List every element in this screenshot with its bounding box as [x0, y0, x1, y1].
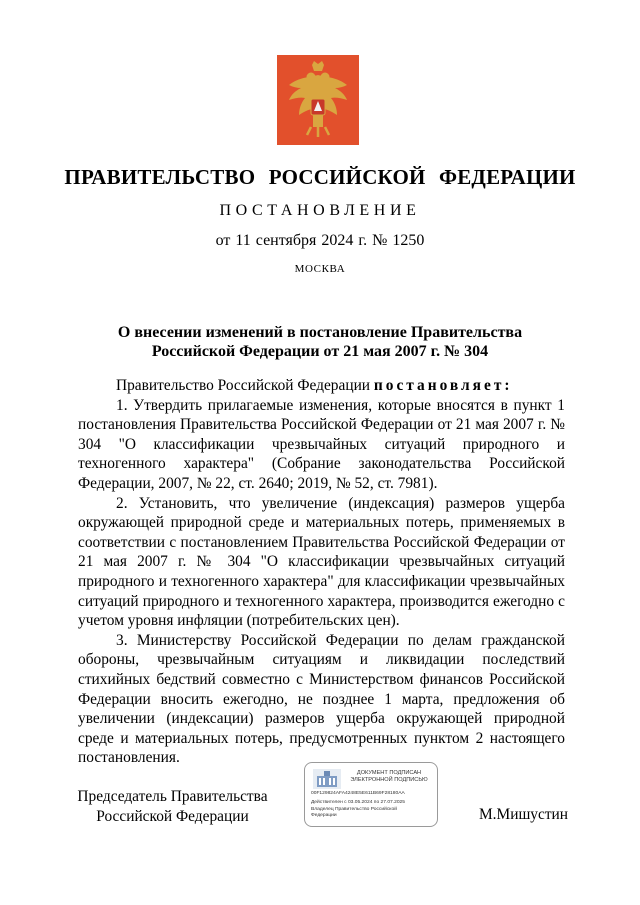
stamp-heading-line-2: ЭЛЕКТРОННОЙ ПОДПИСЬЮ — [350, 777, 428, 783]
government-building-icon — [313, 769, 341, 789]
paragraph-3: 3. Министерству Российской Федерации по делам гражданской обороны, чрезвычайным ситуациям и ликвидации последствий стихийных бедствий совместно с Министерством финансов Российской Федерации вносить ежегодно, не позднее 1 марта, предложения об увеличении (индексации) размеров ущерба окружающей природной среде и материальных потерь, предусмотренных пунктом 2 настоящего постановления. — [78, 631, 565, 767]
decree-word: постановляет: — [373, 377, 513, 394]
stamp-certificate: 00F129824AFA4248E5E611B69F28180AA — [311, 791, 405, 796]
document-body — [78, 376, 565, 768]
preamble-text: Правительство Российской Федерации — [116, 377, 371, 394]
signer-title — [70, 787, 275, 826]
preamble — [78, 376, 565, 396]
signer-name: М.Мишустин — [479, 806, 569, 823]
government-title: ПРАВИТЕЛЬСТВО РОССИЙСКОЙ ФЕДЕРАЦИИ — [64, 165, 576, 189]
stamp-owner-line-2: Федерации — [311, 813, 337, 818]
document-date-number: от 11 сентября 2024 г. № 1250 — [215, 232, 425, 249]
stamp-heading-line-1: ДОКУМЕНТ ПОДПИСАН — [356, 770, 422, 776]
electronic-signature-stamp — [304, 762, 438, 827]
document-type: ПОСТАНОВЛЕНИЕ — [219, 202, 421, 219]
paragraph-2: 2. Установить, что увеличение (индексация) размеров ущерба окружающей природной среде и материальных потерь, применяемых в соответствии с постановлением Правительства Российской Федерации от 21 мая 2007 г. № 304 "О классификации чрезвычайных ситуаций природного и техногенного характера" для классификации чрезвычайных ситуаций природного и техногенного характера, производится ежегодно с учетом уровня инфляции (потребительских цен). — [78, 494, 565, 630]
stamp-validity: Действителен с 03.05.2024 по 27.07.2025 — [311, 800, 405, 805]
signer-title-line-2: Российской Федерации — [96, 807, 249, 825]
subject-line-2: Российской Федерации от 21 мая 2007 г. № 304 — [151, 343, 489, 360]
stamp-heading — [345, 770, 433, 784]
russian-coat-of-arms-icon — [277, 55, 359, 145]
paragraph-1: 1. Утвердить прилагаемые изменения, которые вносятся в пункт 1 постановления Правительства Российской Федерации от 21 мая 2007 г. № 304 "О классификации чрезвычайных ситуаций природного и техногенного характера" (Собрание законодательства Российской Федерации, 2007, № 22, ст. 2640; 2019, № 52, ст. 7981). — [78, 396, 565, 492]
stamp-owner-line-1: Владелец Правительство Российской — [311, 807, 397, 812]
signer-title-line-1: Председатель Правительства — [77, 788, 268, 805]
document-city: МОСКВА — [294, 263, 346, 275]
subject-line-1: О внесении изменений в постановление Правительства — [117, 324, 523, 341]
document-subject — [0, 323, 640, 361]
